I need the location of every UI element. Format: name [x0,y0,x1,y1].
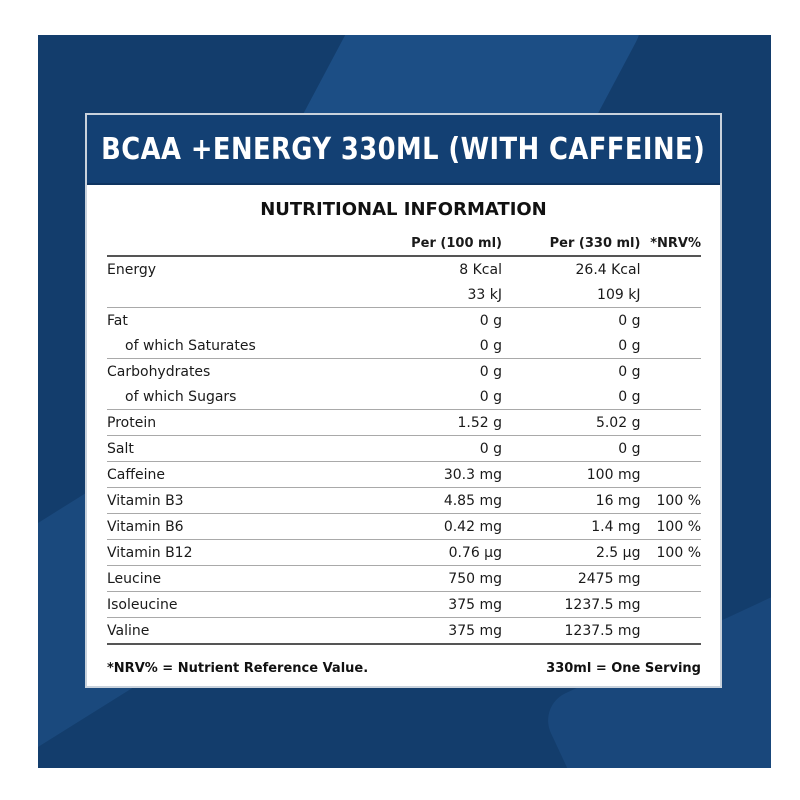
nrv-footnote: *NRV% = Nutrient Reference Value. [107,661,369,676]
value-per-100ml: 33 kJ [367,282,502,308]
nutrient-name: Salt [107,436,367,462]
value-nrv [640,592,701,618]
value-per-330ml: 2.5 µg [502,540,640,566]
nutrient-name: of which Saturates [107,333,367,359]
value-per-100ml: 0 g [367,384,502,410]
value-per-330ml: 0 g [502,436,640,462]
nutrient-name: Valine [107,618,367,645]
header-per-330ml: Per (330 ml) [502,231,640,256]
nutrient-name: Vitamin B12 [107,540,367,566]
value-per-100ml: 8 Kcal [459,261,502,278]
header-nutrient [107,231,367,256]
value-per-330ml: 109 kJ [502,282,640,308]
table-row [107,514,701,540]
nutrition-table [107,231,701,645]
value-per-330ml: 1237.5 mg [502,618,640,645]
value-per-100ml: 0 g [367,333,502,359]
value-per-100ml: 0.76 µg [367,540,502,566]
nutrition-card [85,113,722,688]
value-per-330ml: 0 g [618,363,641,380]
value-per-100ml: 0 g [479,312,502,329]
table-header-row [107,231,701,256]
value-per-330ml: 0 g [502,384,640,410]
value-nrv [640,384,701,410]
nutrient-name [107,282,367,308]
value-per-330ml: 26.4 Kcal [575,261,641,278]
serving-note: 330ml = One Serving [546,661,701,676]
value-nrv [640,436,701,462]
value-nrv: 100 % [640,540,701,566]
nutrient-name: Vitamin B3 [107,488,367,514]
table-row [107,462,701,488]
value-per-100ml: 0.42 mg [367,514,502,540]
table-row [107,436,701,462]
value-per-100ml: 750 mg [367,566,502,592]
value-per-330ml: 2475 mg [502,566,640,592]
value-per-330ml: 100 mg [502,462,640,488]
nutrient-name: Leucine [107,566,367,592]
table-row [107,592,701,618]
value-per-330ml: 16 mg [502,488,640,514]
table-row [107,488,701,514]
value-per-330ml: 0 g [502,333,640,359]
value-per-100ml: 4.85 mg [367,488,502,514]
value-per-330ml: 0 g [618,312,641,329]
value-nrv [640,462,701,488]
nutrient-name: Fat [107,312,128,329]
table-row [107,308,701,334]
value-per-100ml: 0 g [479,363,502,380]
value-per-100ml: 375 mg [367,618,502,645]
value-nrv [640,410,701,436]
value-per-330ml: 5.02 g [502,410,640,436]
value-nrv: 100 % [640,488,701,514]
value-per-330ml: 1237.5 mg [502,592,640,618]
section-heading: NUTRITIONAL INFORMATION [260,199,547,220]
header-nrv: *NRV% [640,231,701,256]
value-nrv [640,282,701,308]
nutrient-name: Protein [107,410,367,436]
nutrient-name: Vitamin B6 [107,514,367,540]
value-per-100ml: 0 g [367,436,502,462]
nutrient-name: Energy [107,261,157,278]
value-nrv [640,256,701,282]
table-footer [107,661,701,676]
header-per-100ml: Per (100 ml) [367,231,502,256]
table-row [107,410,701,436]
value-nrv [640,333,701,359]
table-row [107,359,701,385]
table-row [107,256,701,282]
value-nrv: 100 % [640,514,701,540]
table-row [107,333,701,359]
title-bar [87,115,720,185]
table-row [107,384,701,410]
value-nrv [640,618,701,645]
table-row [107,618,701,645]
value-nrv [640,308,701,334]
nutrient-name: of which Sugars [107,384,367,410]
nutrient-name: Caffeine [107,462,367,488]
nutrient-name: Carbohydrates [107,363,211,380]
value-per-330ml: 1.4 mg [502,514,640,540]
value-nrv [640,566,701,592]
product-title: BCAA +ENERGY 330ML (WITH CAFFEINE) [101,131,706,167]
table-row [107,540,701,566]
nutrient-name: Isoleucine [107,592,367,618]
table-row [107,566,701,592]
value-per-100ml: 375 mg [367,592,502,618]
value-per-100ml: 1.52 g [367,410,502,436]
table-row [107,282,701,308]
value-per-100ml: 30.3 mg [367,462,502,488]
value-nrv [640,359,701,385]
